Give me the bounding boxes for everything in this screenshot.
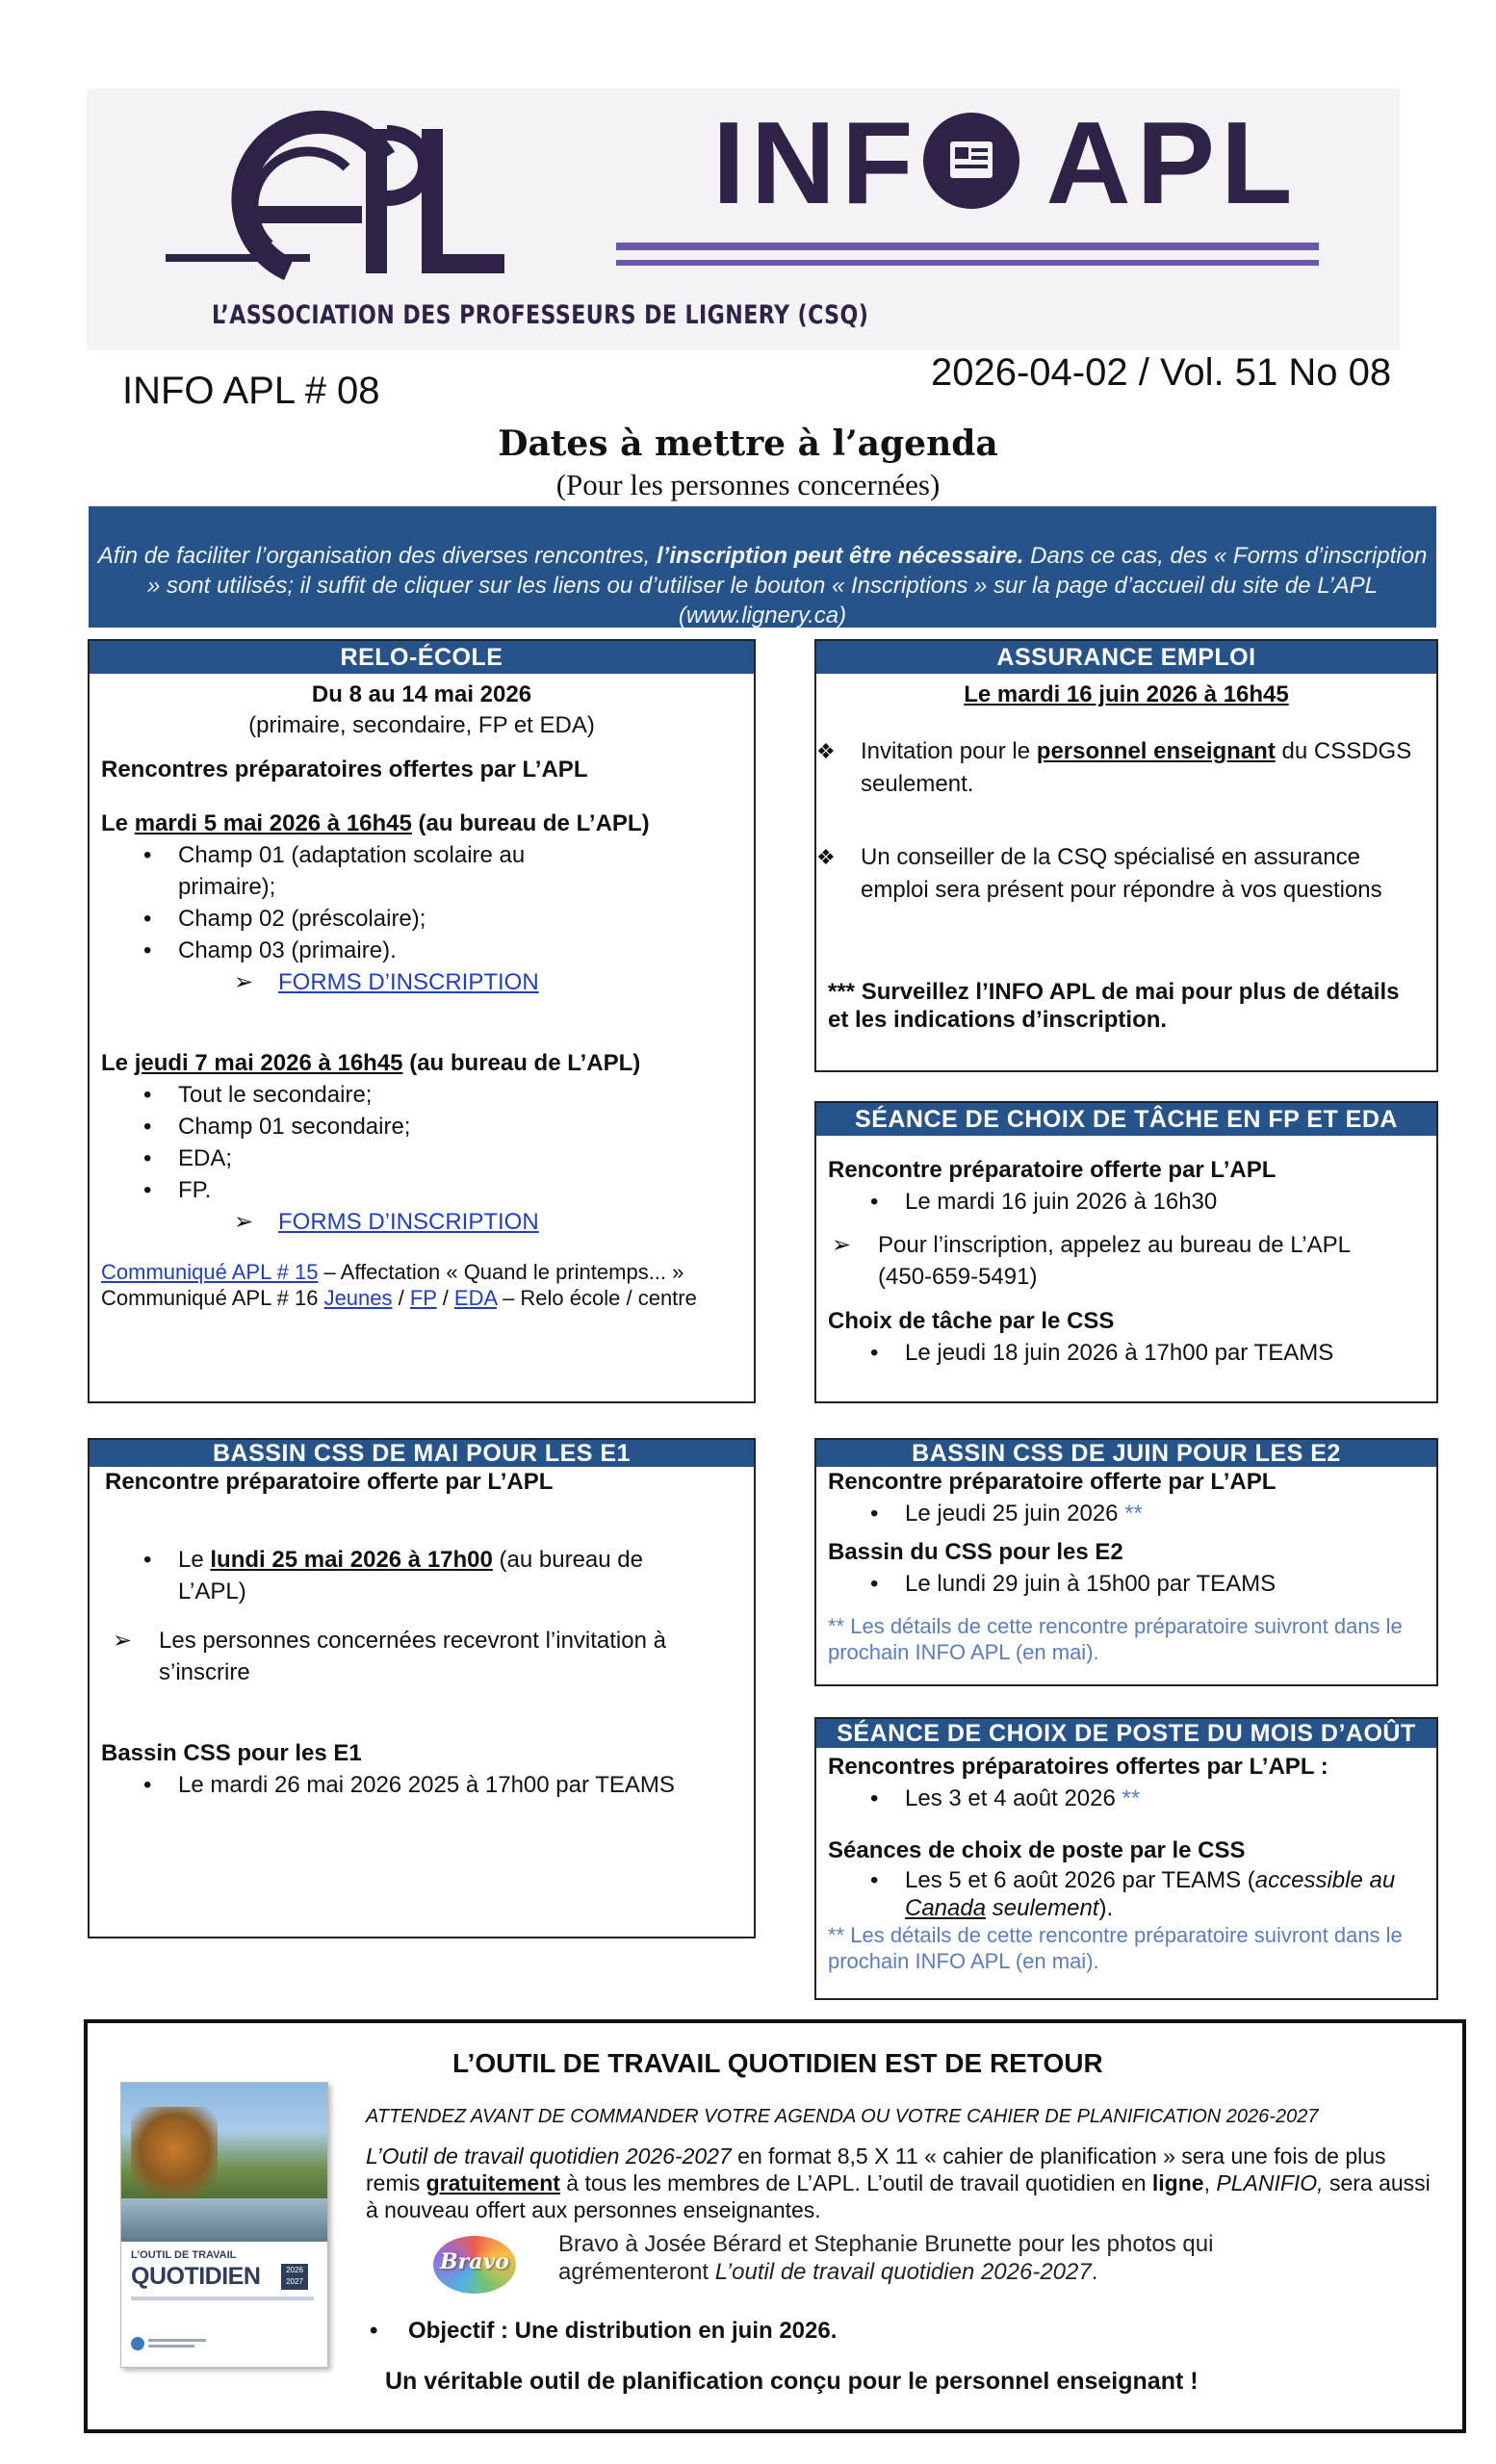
separator: / [392,1286,410,1310]
section-subtitle: (Pour les personnes concernées) [555,468,941,501]
communique-2-rest: – Relo école / centre [496,1286,697,1310]
bassin-e1-box [88,1438,756,1938]
bassin-e2-box [814,1438,1438,1686]
e2-list [816,1498,1436,1529]
cover-line [148,2339,206,2342]
m2-date: jeudi 7 mai 2026 à 16h45 [134,1050,403,1076]
list-item: • Champ 03 (primaire). [90,935,754,966]
notice-text: Afin de faciliter l’organisation des diverses rencontres, [97,543,657,569]
communique-2-prefix: Communiqué APL # 16 [101,1286,324,1310]
m1-place: (au bureau de L’APL) [411,810,650,836]
title-part1: INF [712,97,919,228]
relo-meeting-2-list [90,1079,754,1206]
aout-header: SÉANCE DE CHOIX DE POSTE DU MOIS D’AOÛT [816,1719,1436,1748]
issue-date: 2026-04-02 / Vol. 51 No 08 [931,351,1392,394]
relo-levels: (primaire, secondaire, FP et EDA) [248,712,595,738]
bravo-message: Bravo à Josée Bérard et Stephanie Brunette pour les photos qui agrémenteront L’outil de travail quotidien 2026-2027. [558,2231,1214,2285]
list-item: • Tout le secondaire; [90,1079,754,1111]
fp-eda-arrow: ➢ Pour l’inscription, appelez au bureau de L’APL (450-659-5491) [816,1229,1379,1293]
outil-title: L’OUTIL DE TRAVAIL QUOTIDIEN EST DE RETOUR [452,2048,1103,2078]
e1-list [90,1769,754,1801]
aout-list [816,1866,1436,1922]
cover-big-title: QUOTIDIEN [131,2263,261,2290]
communique-15-link[interactable]: Communiqué APL # 15 [101,1260,319,1284]
forms-row [90,1206,754,1238]
outil-closing: Un véritable outil de planification conçu pour le personnel enseignant ! [385,2368,1199,2395]
list-item: • FP. [90,1174,754,1206]
outil-paragraph: L’Outil de travail quotidien 2026-2027 en format 8,5 X 11 « cahier de planification » sera une fois de plus remis gratuitement à tous les membres de L’APL. L’outil de travail quotidien en ligne, PLANIFIO, sera aussi à nouveau offert aux personnes enseignantes. [366,2143,1431,2222]
list-item: • Le lundi 29 juin à 15h00 par TEAMS [816,1568,1436,1600]
list-item: • Le jeudi 18 juin 2026 à 17h00 par TEAMS [816,1337,1436,1369]
relo-ecole-header: RELO-ÉCOLE [90,641,754,674]
outil-warning: ATTENDEZ AVANT DE COMMANDER VOTRE AGENDA OU VOTRE CAHIER DE PLANIFICATION 2026-2027 [366,2106,1319,2127]
list-item: • Le lundi 25 mai 2026 à 17h00 (au bureau de L’APL) [90,1544,679,1607]
e2-intro: Rencontre préparatoire offerte par L’APL [828,1469,1277,1495]
e1-list [90,1544,754,1607]
e1-css-title: Bassin CSS pour les E1 [101,1740,362,1766]
eda-link[interactable]: EDA [453,1286,497,1310]
fp-eda-css-title: Choix de tâche par le CSS [828,1308,1115,1334]
assurance-header: ASSURANCE EMPLOI [816,641,1436,674]
forms-link-2[interactable]: FORMS D’INSCRIPTION [278,1209,539,1235]
bravo-text: Bravo [440,2249,509,2274]
communique-1 [101,1259,754,1285]
cover-river [121,2198,327,2242]
m1-prefix: Le [101,810,135,836]
relo-ecole-box [88,639,756,1403]
forms-row [90,966,754,998]
arrow-icon: ➢ [234,969,254,995]
issue-number: INFO APL # 08 [122,370,380,412]
objectif-row: • Objectif : Une distribution en juin 2026. [370,2318,838,2344]
cover-line [148,2345,194,2348]
aout-css-title: Séances de choix de poste par le CSS [828,1837,1246,1863]
section-title: Dates à mettre à l’agenda [498,424,998,464]
fp-eda-header: SÉANCE DE CHOIX DE TÂCHE EN FP ET EDA [816,1103,1436,1136]
cover-tree [131,2107,218,2213]
diamond-bullet-icon: ❖ [816,739,836,763]
list-item: • Le jeudi 25 juin 2026 ** [816,1498,1436,1529]
list-item: • Champ 01 (adaptation scolaire au primaire); [90,839,544,903]
arrow-icon: ➢ [832,1232,852,1258]
list-item: • Les 3 et 4 août 2026 ** [816,1783,1436,1814]
fp-eda-list [816,1337,1436,1369]
arrow-icon: ➢ [113,1628,133,1654]
fp-eda-list [816,1186,1436,1218]
m2-place: (au bureau de L’APL) [402,1050,641,1076]
notice-banner [89,506,1436,628]
separator: / [436,1286,454,1310]
bullet-icon: • [370,2318,378,2344]
title-part2: APL [1045,97,1299,228]
csq-logo-icon [131,2337,144,2350]
relo-intro: Rencontres préparatoires offertes par L’APL [101,757,588,783]
e2-css-title: Bassin du CSS pour les E2 [828,1539,1123,1565]
relo-meeting-1-list [90,839,754,966]
aout-list [816,1783,1436,1814]
fp-eda-intro: Rencontre préparatoire offerte par L’APL [828,1157,1277,1183]
list-item: • Les 5 et 6 août 2026 par TEAMS (accessible au Canada seulement). [816,1866,1396,1922]
aout-intro: Rencontres préparatoires offertes par L’APL : [828,1754,1328,1780]
fp-link[interactable]: FP [409,1286,437,1310]
m2-prefix: Le [101,1050,135,1076]
forms-link-1[interactable]: FORMS D’INSCRIPTION [278,969,539,995]
bravo-badge [429,2230,520,2299]
e1-intro: Rencontre préparatoire offerte par L’APL [105,1469,554,1495]
cover-small-title: L’OUTIL DE TRAVAIL [131,2249,237,2261]
relo-meeting-1 [101,808,754,839]
aout-box [814,1717,1438,2000]
e2-list [816,1568,1436,1600]
aout-note: ** Les détails de cette rencontre préparatoire suivront dans le prochain INFO APL (en mai). [828,1923,1403,1973]
list-item: • Le mardi 26 mai 2026 2025 à 17h00 par TEAMS [90,1769,754,1801]
relo-dates: Du 8 au 14 mai 2026 [311,681,532,707]
jeunes-link[interactable]: Jeunes [323,1286,393,1310]
e1-header: BASSIN CSS DE MAI POUR LES E1 [90,1440,754,1467]
title-underline [616,243,1319,250]
list-item: • Le mardi 16 juin 2026 à 16h30 [816,1186,1436,1218]
assurance-emploi-box [814,639,1438,1072]
apl-logo [154,100,568,312]
assurance-date: Le mardi 16 juin 2026 à 16h45 [964,681,1289,707]
diamond-bullet-icon: ❖ [816,845,836,869]
title-underline [616,260,1319,266]
e2-note: ** Les détails de cette rencontre préparatoire suivront dans le prochain INFO APL (en mai). [828,1614,1403,1664]
arrow-icon: ➢ [234,1209,254,1235]
cover-year-badge: 2026 2027 [281,2264,308,2290]
communique-1-rest: – Affectation « Quand le printemps... » [318,1260,684,1284]
list-item: • Champ 01 secondaire; [90,1111,754,1142]
e1-arrow: ➢ Les personnes concernées recevront l’invitation à s’inscrire [90,1625,698,1688]
agenda-cover-image [120,2082,328,2368]
fp-eda-box [814,1101,1438,1403]
assurance-note: *** Surveillez l’INFO APL de mai pour plus de détails et les indications d’inscription. [828,979,1400,1033]
cover-line [131,2297,314,2300]
organization-name: L’ASSOCIATION DES PROFESSEURS DE LIGNERY (CSQ) [212,300,869,330]
m1-date: mardi 5 mai 2026 à 16h45 [134,810,412,836]
newsletter-title [712,97,1299,228]
assurance-item: ❖ Invitation pour le personnel enseignant du CSSDGS seulement. [816,735,1417,801]
list-item: • EDA; [90,1142,754,1174]
newspaper-icon [923,113,1019,209]
notice-bold: l’inscription peut être nécessaire. [657,543,1024,569]
communique-2 [101,1285,754,1311]
list-item: • Champ 02 (préscolaire); [90,903,754,935]
relo-meeting-2 [101,1048,754,1079]
e2-header: BASSIN CSS DE JUIN POUR LES E2 [816,1440,1436,1467]
notice-text: Dans ce cas, des « Forms d’inscription » sont utilisés; il suffit de cliquer sur les liens ou d’utiliser le bouton « Inscriptions » sur la page d’accueil du site de L’APL (www.lignery.ca) [146,543,1428,629]
assurance-item: ❖ Un conseiller de la CSQ spécialisé en assurance emploi sera présent pour répondre à vos questions [816,841,1427,907]
